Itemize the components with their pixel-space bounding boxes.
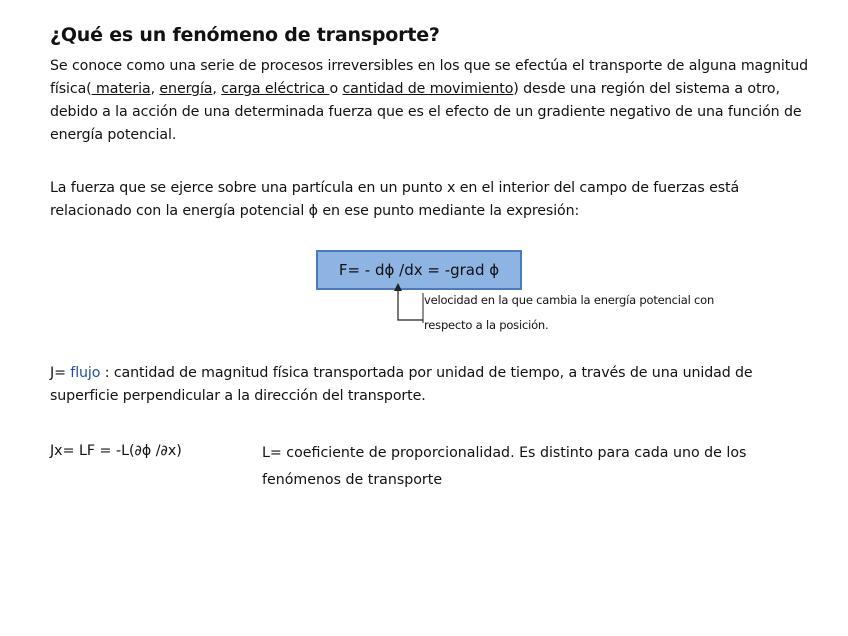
link-energia[interactable]: energía <box>159 81 213 97</box>
force-paragraph: La fuerza que se ejerce sobre una partícula en un punto x en el interior del campo de fuerzas está relacionado con la energía potencial ϕ en ese punto mediante la expresión: <box>50 180 740 219</box>
link-materia[interactable]: materia <box>91 81 151 97</box>
formula-note-line1: velocidad en la que cambia la energía potencial con <box>424 293 715 307</box>
link-cantidad-de-movimiento[interactable]: cantidad de movimiento <box>342 81 514 97</box>
formula-annotation-arrow <box>390 283 426 323</box>
formula-note-line2: respecto a la posición. <box>424 318 549 332</box>
definition-text-end: ) desde una región del sistema a otro, debido a la acción de una determinada fuerza que es el efecto de un gradiente negativo de una función de energía potencial. <box>50 81 802 143</box>
link-carga-electrica[interactable]: carga eléctrica <box>221 81 330 97</box>
separator: , <box>150 81 160 97</box>
definition-text-start: Se conoce como una serie de procesos irreversibles en los que se efectúa el transporte de alguna magnitud física( <box>50 58 809 97</box>
coefficient-description: L= coeficiente de proporcionalidad. Es distinto para cada uno de los fenómenos de transporte <box>262 445 747 488</box>
definition-paragraph <box>50 55 810 147</box>
separator: , <box>212 81 222 97</box>
page-title: ¿Qué es un fenómeno de transporte? <box>50 24 440 46</box>
flux-equation: Jx= LF = -L(∂ϕ /∂x) <box>50 443 182 459</box>
separator: o <box>329 81 343 97</box>
force-formula: F= - dϕ /dx = -grad ϕ <box>338 261 500 279</box>
flux-definition: : cantidad de magnitud física transportada por unidad de tiempo, a través de una unidad de superficie perpendicular a la dirección del transporte. <box>50 365 753 404</box>
flux-prefix: J= <box>50 365 71 381</box>
flujo-term: flujo <box>70 365 101 381</box>
flux-paragraph <box>50 362 810 408</box>
